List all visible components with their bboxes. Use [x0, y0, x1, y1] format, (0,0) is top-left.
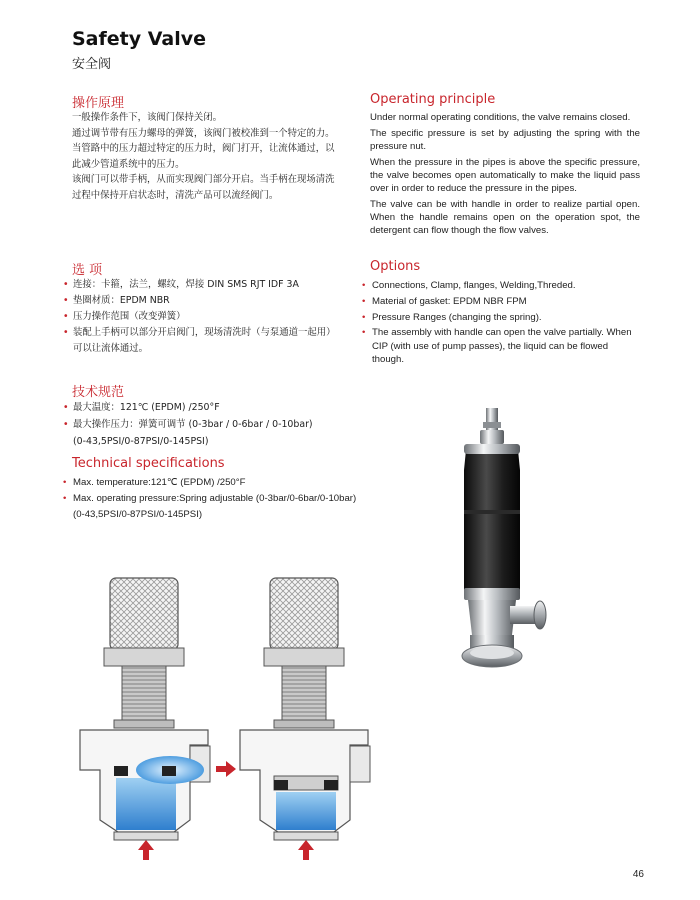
- specs-zh-temp: • 最大温度：121℃ (EPDM) /250°F: [63, 399, 363, 416]
- specs-en-temp: • Max. temperature:121℃ (EPDM) /250°F: [63, 475, 393, 491]
- principle-en-text: [370, 111, 640, 237]
- principle-zh-line: 一般操作条件下，该阀门保持关闭。: [72, 112, 223, 123]
- specs-zh-pressure-psi: (0-43,5PSI/0-87PSI/0-145PSI): [73, 436, 209, 447]
- valve-cutaway-diagrams: [70, 570, 400, 870]
- options-zh-heading: 选 项: [72, 263, 103, 278]
- options-en-item: • Material of gasket: EPDM NBR FPM: [362, 294, 642, 310]
- principle-zh-line: 过程中保持开启状态时，清洗产品可以流经阀门。: [72, 189, 279, 201]
- page-title: Safety Valve: [72, 28, 207, 50]
- options-zh-item: • 连接：卡箍，法兰，螺纹，焊接 DIN SMS RJT IDF 3A: [63, 277, 358, 293]
- principle-en-paragraph: Under normal operating conditions, the valve remains closed.: [370, 112, 631, 123]
- principle-zh-line: 该阀门可以带手柄，从而实现阀门部分开启。当手柄在现场清洗: [72, 174, 335, 185]
- diagram-open-valve: [80, 578, 236, 860]
- principle-en-paragraph: The valve can be with handle in order to realize partial open. When the handle remains open on the operation spot, the detergent can flow though the flow valves.: [370, 199, 640, 236]
- options-en-heading: Options: [370, 259, 421, 274]
- options-zh-item: • 垫圈材质：EPDM NBR: [63, 293, 358, 309]
- specs-zh-heading: 技术规范: [72, 385, 125, 400]
- options-en-item: • Connections, Clamp, flanges, Welding,Threded.: [362, 278, 642, 294]
- principle-zh-heading: 操作原理: [72, 96, 125, 111]
- options-en-item: • Pressure Ranges (changing the spring).: [362, 310, 642, 326]
- principle-zh-text: [72, 110, 357, 203]
- page-number: 46: [632, 869, 644, 880]
- options-zh-item: • 装配上手柄可以部分开启阀门，现场清洗时（与泵通道一起用）: [63, 325, 358, 341]
- valve-product-photo: [440, 400, 570, 680]
- specs-zh-list: [63, 399, 363, 450]
- options-en-list: [362, 278, 642, 367]
- specs-en-pressure-psi: (0-43,5PSI/0-87PSI/0-145PSI): [73, 509, 203, 520]
- specs-en-pressure: • Max. operating pressure:Spring adjustable (0-3bar/0-6bar/0-10bar): [63, 491, 393, 507]
- specs-zh-pressure: • 最大操作压力：弹簧可调节 (0-3bar / 0-6bar / 0-10bar): [63, 416, 363, 433]
- principle-en-paragraph: When the pressure in the pipes is above the specific pressure, the valve becomes open automatically to make the liquid pass over in order to reduce the pressure in the pipes.: [370, 157, 640, 194]
- diagram-closed-valve: [240, 578, 370, 860]
- options-zh-item: • 压力操作范围（改变弹簧）: [63, 309, 358, 325]
- principle-zh-line: 通过调节带有压力螺母的弹簧，该阀门被校准到一个特定的力。: [72, 127, 335, 139]
- options-en-item: • The assembly with handle can open the valve partially. When CIP (with use of pump passes), the liquid can be flowed though.: [362, 326, 642, 367]
- specs-en-heading: Technical specifications: [72, 456, 225, 471]
- principle-zh-line: 此减少管道系统中的压力。: [72, 158, 185, 170]
- options-zh-list: [63, 277, 358, 357]
- options-zh-item-continuation: 可以让流体通过。: [73, 343, 149, 354]
- principle-en-paragraph: The specific pressure is set by adjusting the spring with the pressure nut.: [370, 128, 640, 152]
- page-subtitle-zh: 安全阀: [72, 57, 112, 72]
- principle-en-heading: Operating principle: [370, 92, 496, 107]
- specs-en-list: [63, 475, 393, 523]
- principle-zh-line: 当管路中的压力超过特定的压力时，阀门打开，让流体通过，以: [72, 143, 335, 154]
